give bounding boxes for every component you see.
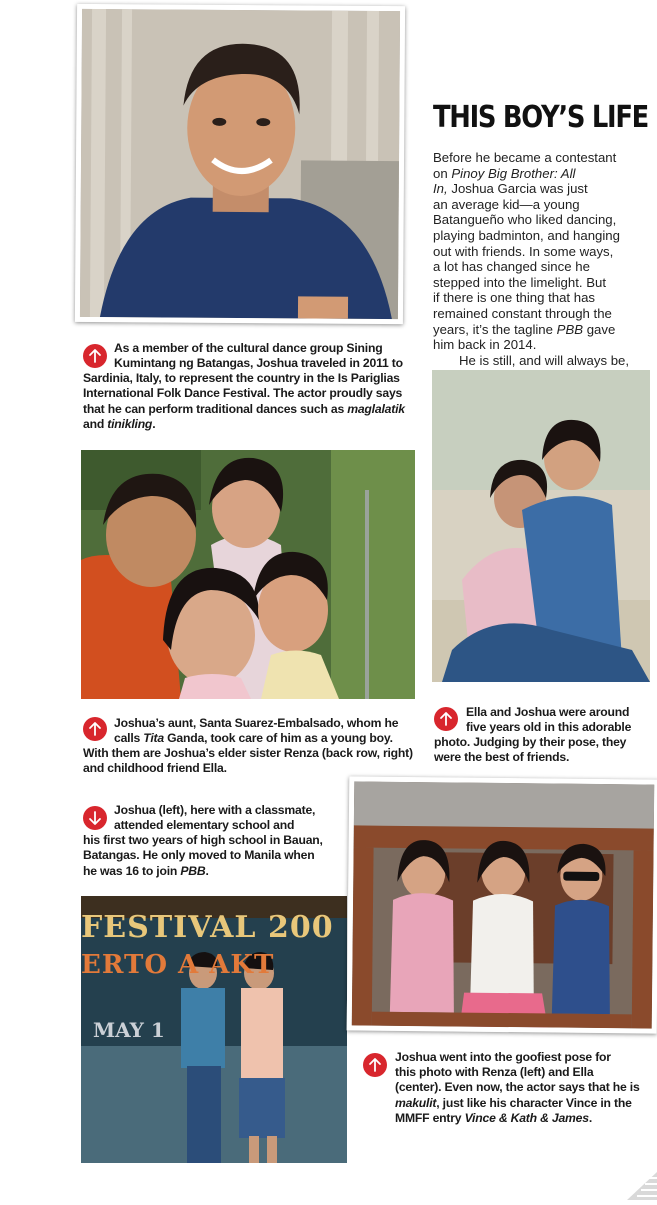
school-caption: Joshua (left), here with a classmate,: [114, 803, 316, 817]
portrait-photo: [75, 4, 405, 324]
arrow-up-circle-icon: [363, 1053, 387, 1077]
aunt-caption-body: calls Tita Ganda, took care of him as a young boy. With them are Joshua’s elder sister Renza (back row, right) and childhood friend Ella.: [83, 731, 413, 776]
festival-sign-line1: FESTIVAL 200: [81, 910, 334, 945]
goofy-caption: Joshua went into the goofiest pose for this photo with Renza (left) and Ella (center). Even now, the actor says that he is makulit, just like his character Vince in the MMFF entry Vince & Kath & James.: [395, 1050, 640, 1125]
arrow-up-circle-icon: [434, 707, 458, 731]
festival-sign-line3: MAY 1: [93, 1018, 165, 1042]
ella-caption: Ella and Joshua were around five years old in this adorable: [466, 705, 632, 735]
ella-caption-body: photo. Judging by their pose, they were the best of friends.: [434, 735, 627, 765]
article-title: THIS BOY’S LIFE: [433, 100, 649, 135]
intro-text: Before he became a contestant on Pinoy Big Brother: All In, Joshua Garcia was just an average kid—a young Batangueño who liked dancing, playing badminton, and hanging out with friends. In some ways, a lot has changed since he stepped into the limelight. But if there is one thing that has remained constant through the years, it’s the tagline PBB gave him back in 2014. He is still, and will always be,: [433, 150, 630, 368]
aunt-family-photo: [81, 450, 415, 699]
aunt-caption: Joshua’s aunt, Santa Suarez-Embalsado, whom he: [114, 716, 399, 730]
dance-caption-body: Kumintang ng Batangas, Joshua traveled in 2011 to Sardinia, Italy, to represent the country in the Is Pariglias International Folk Dance Festival. The actor proudly says that he can perform traditional dances such as maglalatik and tinikling.: [83, 356, 405, 431]
page-curl-corner: [627, 1172, 657, 1200]
school-caption-body: attended elementary school and his first two years of high school in Bauan, Batangas. He only moved to Manila when he was 16 to join PBB.: [83, 818, 323, 878]
dance-caption: As a member of the cultural dance group Sining: [114, 341, 383, 355]
festival-school-photo: [81, 896, 347, 1163]
festival-sign-line2: ERTO A AKT: [81, 950, 275, 980]
goofy-pose-photo: [347, 776, 657, 1033]
ella-joshua-photo: [432, 370, 650, 682]
